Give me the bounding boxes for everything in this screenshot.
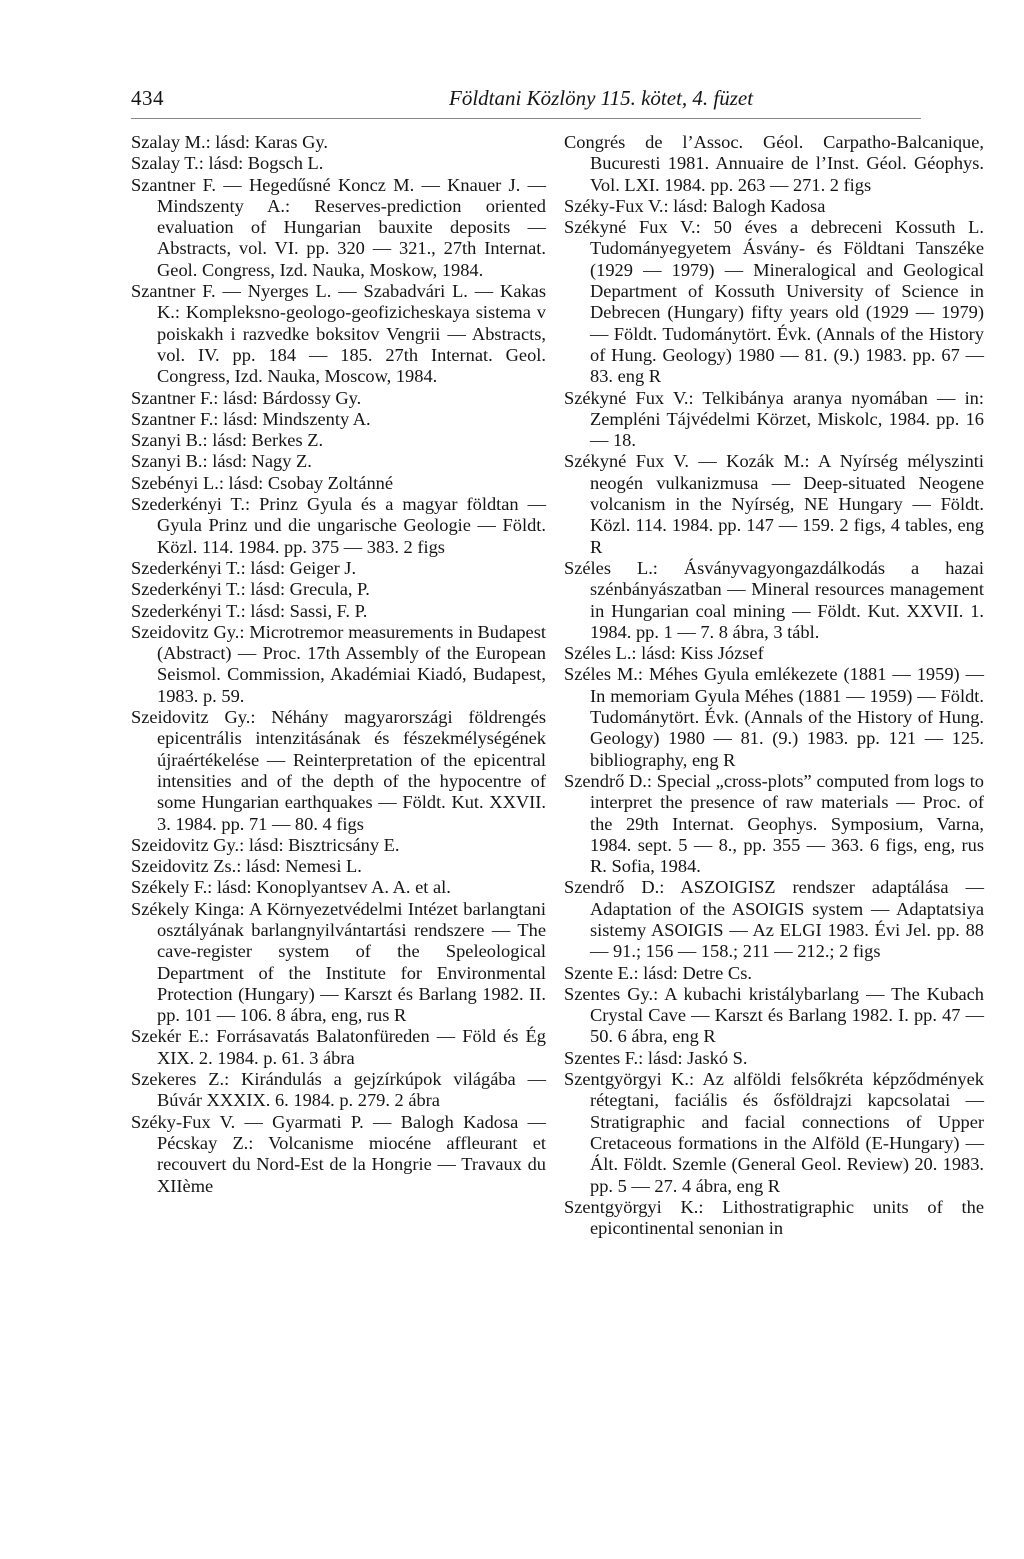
right-column xyxy=(564,132,984,1239)
bibliography-entry: Székely F.: lásd: Konoplyantsev A. A. et al. xyxy=(131,877,451,898)
page-header xyxy=(131,86,921,116)
left-column xyxy=(131,132,546,1197)
bibliography-entry: Szeidovitz Gy.: Néhány magyarországi földrengés epicentrális intenzitásának és fészekmélységének újraértékelése — Reinterpretation of the epicentral intensities and of the depth of the hypocentre of some Hungarian earthquakes — Földt. Kut. XXVII. 3. 1984. pp. 71 — 80. 4 figs xyxy=(131,707,546,834)
bibliography-entry: Szeidovitz Gy.: Microtremor measurements in Budapest (Abstract) — Proc. 17th Assembly of the European Seismol. Commission, Akadémiai Kiadó, Budapest, 1983. p. 59. xyxy=(131,621,546,706)
page-number: 434 xyxy=(131,86,164,110)
bibliography-entry: Szantner F. — Hegedűsné Koncz M. — Knauer J. — Mindszenty A.: Reserves-prediction oriented evaluation of Hungarian bauxite deposits — Abstracts, vol. VI. pp. 320 — 321., 27th Internat. Geol. Congress, Izd. Nauka, Moskow, 1984. xyxy=(131,174,546,280)
bibliography-entry: Szentgyörgyi K.: Lithostratigraphic units of the epicontinental senonian in xyxy=(564,1196,984,1239)
bibliography-entry: Szekeres Z.: Kirándulás a gejzírkúpok világába — Búvár XXXIX. 6. 1984. p. 279. 2 ábra xyxy=(131,1069,546,1111)
bibliography-entry: Szantner F.: lásd: Bárdossy Gy. xyxy=(131,387,362,408)
bibliography-entry: Székyné Fux V. — Kozák M.: A Nyírség mélyszinti neogén vulkanizmusa — Deep-situated Neogene volcanism in the Nyírség, NE Hungary — Földt. Közl. 114. 1984. pp. 147 — 159. 2 figs, 4 tables, eng R xyxy=(564,451,984,557)
bibliography-entry: Széky-Fux V.: lásd: Balogh Kadosa xyxy=(564,195,826,216)
bibliography-entry: Széky-Fux V. — Gyarmati P. — Balogh Kadosa — Pécskay Z.: Volcanisme miocéne affleurant et recouvert du Nord-Est de la Hongrie — Travaux du XIIème xyxy=(131,1111,546,1196)
header-rule xyxy=(131,118,921,119)
bibliography-entry: Szantner F.: lásd: Mindszenty A. xyxy=(131,408,371,429)
bibliography-entry: Szederkényi T.: Prinz Gyula és a magyar földtan — Gyula Prinz und die ungarische Geologie — Földt. Közl. 114. 1984. pp. 375 — 383. 2 figs xyxy=(131,494,546,557)
bibliography-entry: Szalay M.: lásd: Karas Gy. xyxy=(131,132,328,152)
bibliography-entry: Szeidovitz Zs.: lásd: Nemesi L. xyxy=(131,856,362,877)
bibliography-entry: Congrés de l’Assoc. Géol. Carpatho-Balcanique, Bucuresti 1981. Annuaire de l’Inst. Géol. Géophys. Vol. LXI. 1984. pp. 263 — 271. 2 figs xyxy=(564,132,984,195)
bibliography-entry: Szendrő D.: Special „cross-plots” computed from logs to interpret the presence of raw materials — Proc. of the 29th Internat. Geophys. Symposium, Varna, 1984. sept. 5 — 8., pp. 355 — 363. 6 figs, eng, rus R. Sofia, 1984. xyxy=(564,770,984,877)
bibliography-entry: Szederkényi T.: lásd: Geiger J. xyxy=(131,557,357,578)
bibliography-entry: Széles L.: Ásványvagyongazdálkodás a hazai szénbányászatban — Mineral resources management in Hungarian coal mining — Földt. Kut. XXVII. 1. 1984. pp. 1 — 7. 8 ábra, 3 tábl. xyxy=(564,557,984,642)
bibliography-entry: Szentes F.: lásd: Jaskó S. xyxy=(564,1047,748,1068)
bibliography-entry: Szentes Gy.: A kubachi kristálybarlang — The Kubach Crystal Cave — Karszt és Barlang 1982. I. pp. 47 — 50. 6 ábra, eng R xyxy=(564,983,984,1047)
bibliography-entry: Szalay T.: lásd: Bogsch L. xyxy=(131,153,324,174)
running-title: Földtani Közlöny 115. kötet, 4. füzet xyxy=(449,86,754,110)
bibliography-entry: Székely Kinga: A Környezetvédelmi Intézet barlangtani osztályának barlangnyilvántartási rendszere — The cave-register system of the Speleological Department of the Institute for Environmental Protection (Hungary) — Karszt és Barlang 1982. II. pp. 101 — 106. 8 ábra, eng, rus R xyxy=(131,898,546,1026)
bibliography-entry: Szebényi L.: lásd: Csobay Zoltánné xyxy=(131,472,394,493)
bibliography-entry: Szente E.: lásd: Detre Cs. xyxy=(564,962,752,983)
bibliography-entry: Szederkényi T.: lásd: Grecula, P. xyxy=(131,579,370,600)
bibliography-entry: Széles L.: lásd: Kiss József xyxy=(564,643,764,664)
bibliography-entry: Szederkényi T.: lásd: Sassi, F. P. xyxy=(131,600,368,621)
bibliography-entry: Székyné Fux V.: 50 éves a debreceni Kossuth L. Tudományegyetem Ásvány- és Földtani Tanszéke (1929 — 1979) — Mineralogical and Geological Department of Kossuth University of Science in Debrecen (Hungary) fifty years old (1929 — 1979) — Földt. Tudománytört. Évk. (Annals of the History of Hung. Geology) 1980 — 81. (9.) 1983. pp. 67 — 83. eng R xyxy=(564,217,984,387)
bibliography-entry: Szeidovitz Gy.: lásd: Bisztricsány E. xyxy=(131,834,400,855)
bibliography-entry: Szentgyörgyi K.: Az alföldi felsőkréta képződmények rétegtani, faciális és ősföldrajzi kapcsolatai — Stratigraphic and facial connections of Upper Cretaceous formations in the Alföld (E-Hungary) — Ált. Földt. Szemle (General Geol. Review) 20. 1983. pp. 5 — 27. 4 ábra, eng R xyxy=(564,1069,984,1196)
bibliography-entry: Szanyi B.: lásd: Nagy Z. xyxy=(131,451,312,472)
bibliography-entry: Szekér E.: Forrásavatás Balatonfüreden — Föld és Ég XIX. 2. 1984. p. 61. 3 ábra xyxy=(131,1026,546,1068)
bibliography-entry: Szantner F. — Nyerges L. — Szabadvári L. — Kakas K.: Kompleksno-geologo-geofizicheskaya sistema v poiskakh i razvedke boksitov Vengrii — Abstracts, vol. IV. pp. 184 — 185. 27th Internat. Geol. Congress, Izd. Nauka, Moscow, 1984. xyxy=(131,281,546,387)
bibliography-entry: Székyné Fux V.: Telkibánya aranya nyomában — in: Zempléni Tájvédelmi Körzet, Miskolc, 1984. pp. 16 — 18. xyxy=(564,387,984,451)
bibliography-entry: Szendrő D.: ASZOIGISZ rendszer adaptálása — Adaptation of the ASOIGIS system — Adaptatsiya sistemy ASOIGIS — Az ELGI 1983. Évi Jel. pp. 88 — 91.; 156 — 158.; 211 — 212.; 2 figs xyxy=(564,877,984,962)
bibliography-entry: Szanyi B.: lásd: Berkes Z. xyxy=(131,430,324,451)
bibliography-entry: Széles M.: Méhes Gyula emlékezete (1881 — 1959) — In memoriam Gyula Méhes (1881 — 1959) — Földt. Tudománytört. Évk. (Annals of the History of Hung. Geology) 1980 — 81. (9.) 1983. pp. 121 — 125. bibliography, eng R xyxy=(564,664,984,770)
